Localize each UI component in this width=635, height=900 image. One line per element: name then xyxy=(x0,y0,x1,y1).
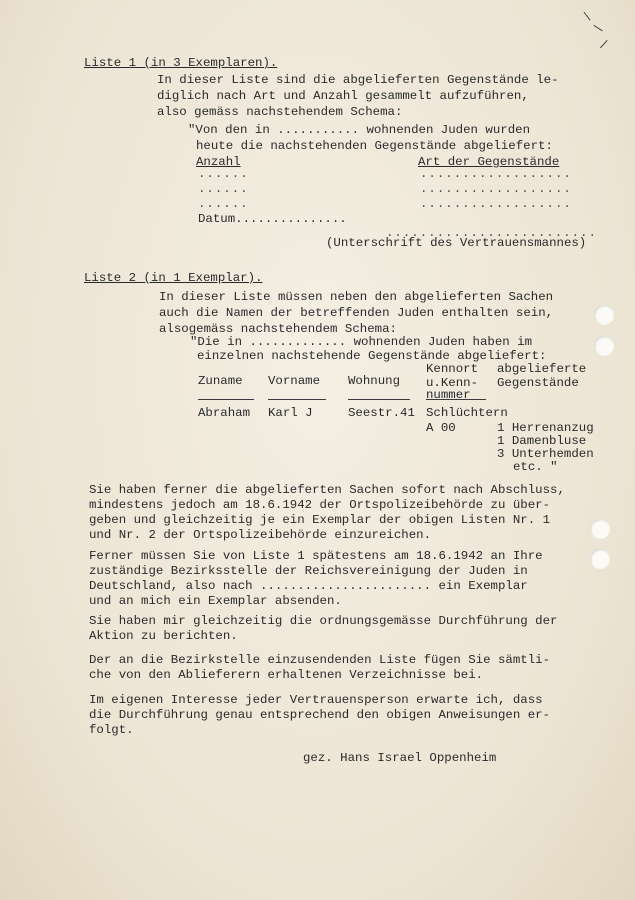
punch-hole xyxy=(590,549,610,569)
liste1-type-dots: .................. xyxy=(420,197,572,211)
table-header-rule xyxy=(426,399,486,400)
table-header-rule xyxy=(198,399,254,400)
paragraph-line: Sie haben ferner die abgelieferten Sachen sofort nach Abschluss, xyxy=(89,483,565,497)
liste1-schema-line: "Von den in ........... wohnenden Juden wurden xyxy=(188,123,531,137)
liste1-col-type: Art der Gegenstände xyxy=(418,155,560,169)
row-wohnung: Seestr.41 xyxy=(348,406,415,420)
paragraph-line: Ferner müssen Sie von Liste 1 spätestens am 18.6.1942 an Ihre xyxy=(89,549,543,563)
paragraph-line: mindestens jedoch am 18.6.1942 der Ortspolizeibehörde zu über- xyxy=(89,498,551,512)
header-zuname: Zuname xyxy=(198,374,243,388)
header-wohnung: Wohnung xyxy=(348,374,401,388)
corner-mark-3: \ xyxy=(596,38,612,50)
liste2-intro-line: auch die Namen der betreffenden Juden enthalten sein, xyxy=(159,306,554,320)
punch-hole xyxy=(594,336,614,356)
liste1-intro-line: In dieser Liste sind die abgelieferten Gegenstände le- xyxy=(157,73,559,87)
paragraph-line: Sie haben mir gleichzeitig die ordnungsgemässe Durchführung der xyxy=(89,614,558,628)
liste1-count-dots: ...... xyxy=(198,182,249,196)
header-gegenstaende: Gegenstände xyxy=(497,376,579,390)
punch-hole xyxy=(594,305,614,325)
row-zuname: Abraham xyxy=(198,406,251,420)
table-header-rule xyxy=(268,399,326,400)
paragraph-line: Im eigenen Interesse jeder Vertrauensperson erwarte ich, dass xyxy=(89,693,543,707)
row-kennort: Schlüchtern xyxy=(426,406,508,420)
liste1-date-label: Datum............... xyxy=(198,212,347,226)
liste2-intro-line: alsogemäss nachstehendem Schema: xyxy=(159,322,397,336)
liste1-intro-line: diglich nach Art und Anzahl gesammelt aufzuführen, xyxy=(157,89,529,103)
liste1-type-dots: .................. xyxy=(420,167,572,181)
liste1-count-dots: ...... xyxy=(198,167,249,181)
row-item: 1 Damenbluse xyxy=(497,434,587,448)
row-vorname: Karl J xyxy=(268,406,313,420)
header-kennort: nummer xyxy=(426,388,471,402)
liste2-heading: Liste 2 (in 1 Exemplar). xyxy=(84,271,263,285)
paragraph-line: Aktion zu berichten. xyxy=(89,629,238,643)
corner-mark-1: \ xyxy=(582,8,592,24)
liste2-schema-line: "Die in ............. wohnenden Juden haben im xyxy=(190,335,533,349)
punch-hole xyxy=(590,519,610,539)
liste2-intro-line: In dieser Liste müssen neben den abgelieferten Sachen xyxy=(159,290,554,304)
row-item: 3 Unterhemden xyxy=(497,447,594,461)
row-item: 1 Herrenanzug xyxy=(497,421,594,435)
liste2-schema-line: einzelnen nachstehende Gegenstände abgeliefert: xyxy=(197,349,547,363)
paragraph-line: und an mich ein Exemplar absenden. xyxy=(89,594,342,608)
liste1-heading: Liste 1 (in 3 Exemplaren). xyxy=(84,56,278,70)
row-nummer: A 00 xyxy=(426,421,456,435)
liste1-count-dots: ...... xyxy=(198,197,249,211)
paragraph-line: Deutschland, also nach ....................... ein Exemplar xyxy=(89,579,528,593)
table-header-rule xyxy=(348,399,410,400)
paragraph-line: Der an die Bezirkstelle einzusendenden Liste fügen Sie sämtli- xyxy=(89,653,551,667)
liste1-col-count: Anzahl xyxy=(196,155,241,169)
paragraph-line: geben und gleichzeitig je ein Exemplar der obigen Listen Nr. 1 xyxy=(89,513,551,527)
header-kennort: u.Kenn- xyxy=(426,376,479,390)
liste1-schema-line: heute die nachstehenden Gegenstände abgeliefert: xyxy=(196,139,553,153)
liste1-signature-dots: ......................... xyxy=(386,226,597,240)
paragraph-line: che von den Ablieferern erhaltenen Verzeichnisse bei. xyxy=(89,668,484,682)
liste1-type-dots: .................. xyxy=(420,182,572,196)
paragraph-line: und Nr. 2 der Ortspolizeibehörde einzureichen. xyxy=(89,528,432,542)
header-gegenstaende: abgelieferte xyxy=(497,362,587,376)
paragraph-line: zuständige Bezirksstelle der Reichsvereinigung der Juden in xyxy=(89,564,528,578)
header-vorname: Vorname xyxy=(268,374,321,388)
paragraph-line: folgt. xyxy=(89,723,134,737)
paragraph-line: die Durchführung genau entsprechend den obigen Anweisungen er- xyxy=(89,708,551,722)
header-kennort: Kennort xyxy=(426,362,479,376)
corner-mark-2: \ xyxy=(591,21,605,35)
row-item: etc. " xyxy=(513,460,558,474)
liste1-intro-line: also gemäss nachstehendem Schema: xyxy=(157,105,403,119)
liste1-signature-caption: (Unterschrift des Vertrauensmannes) xyxy=(326,236,587,250)
signature: gez. Hans Israel Oppenheim xyxy=(303,751,497,765)
